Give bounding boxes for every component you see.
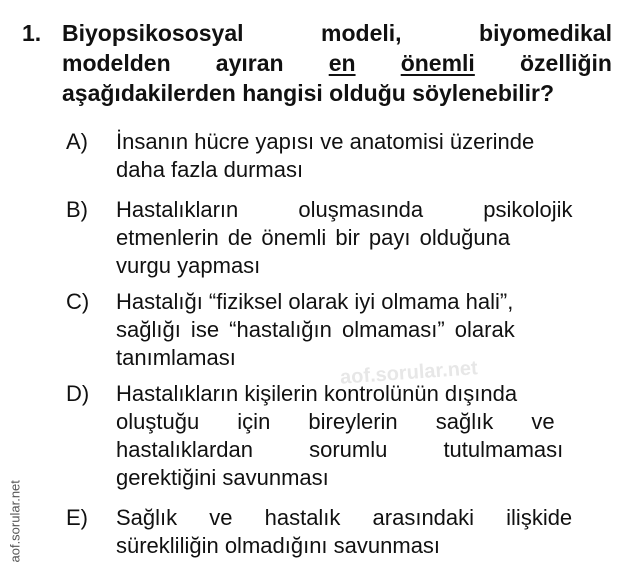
option-e-line: sürekliliğin olmadığını savunması (116, 533, 441, 558)
question-word-underlined: en (328, 50, 356, 76)
option-c-letter: C) (66, 289, 90, 314)
option-d-line: gerektiğini savunması (116, 465, 329, 490)
question-word: Biyopsikososyal (62, 20, 244, 46)
question-line-1 (62, 18, 612, 48)
option-b-line: vurgu yapması (116, 253, 261, 278)
option-d-line: Hastalıkların kişilerin kontrolünün dışında (116, 381, 518, 406)
question-word: modelden (62, 50, 171, 76)
option-a-line: daha fazla durması (116, 157, 304, 182)
question-line-2 (62, 48, 612, 78)
option-d-line: oluştuğu için bireylerin sağlık ve (116, 409, 555, 434)
option-e-letter: E) (66, 505, 88, 530)
question-number: 1. (22, 20, 42, 46)
option-a-line: İnsanın hücre yapısı ve anatomisi üzerinde (116, 129, 535, 154)
question-line-3: aşağıdakilerden hangisi olduğu söylenebilir? (62, 80, 555, 106)
option-b-letter: B) (66, 197, 88, 222)
option-b-line: Hastalıkların oluşmasında psikolojik (116, 197, 573, 222)
question-word: modeli, (321, 20, 402, 46)
question-word: özelliğin (519, 50, 612, 76)
option-c-line: tanımlaması (116, 345, 236, 370)
question-word: biyomedikal (479, 20, 612, 46)
question-word-underlined: önemli (400, 50, 475, 76)
option-d-line: hastalıklardan sorumlu tutulmaması (116, 437, 564, 462)
option-d-letter: D) (66, 381, 90, 406)
watermark: aof.sorular.net (339, 357, 479, 389)
side-watermark: aof.sorular.net (7, 480, 23, 563)
option-c-line: Hastalığı “fiziksel olarak iyi olmama hali”, (116, 289, 514, 314)
option-b-line: etmenlerin de önemli bir payı olduğuna (116, 225, 511, 250)
question-word: ayıran (215, 50, 284, 76)
option-a-letter: A) (66, 129, 88, 154)
option-e-line: Sağlık ve hastalık arasındaki ilişkide (116, 505, 573, 530)
option-c-line: sağlığı ise “hastalığın olmaması” olarak (116, 317, 515, 342)
